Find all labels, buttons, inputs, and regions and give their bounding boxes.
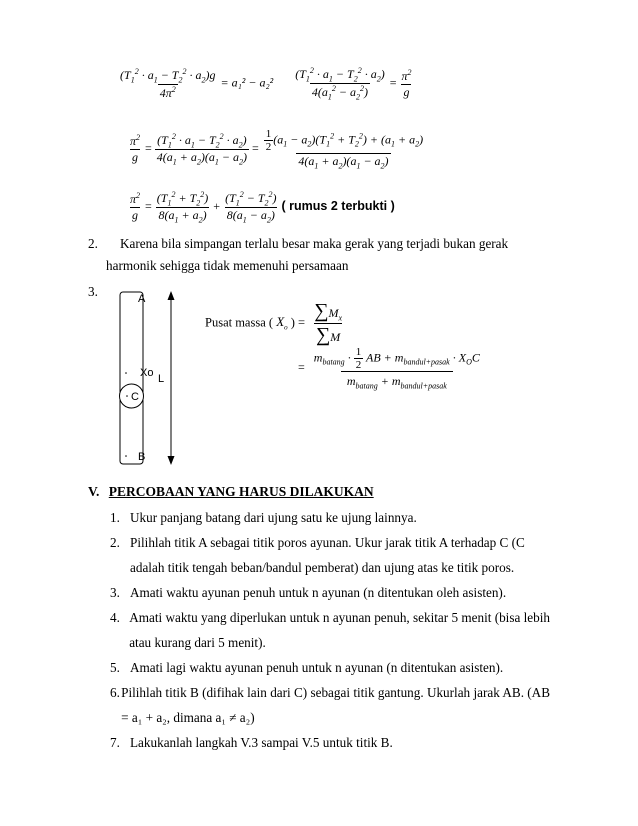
step-number: 3. <box>110 585 120 600</box>
step-text: Lakukanlah langkah V.3 sampai V.5 untuk titik B. <box>130 735 393 750</box>
label-l: L <box>158 373 165 385</box>
eq3-first-term: $\frac{(T_1^2 + T_2^2)}{8(a_1 + a_2)}$ <box>156 190 209 225</box>
step-item <box>110 508 550 528</box>
step-text: Pilihlah titik B (difihak lain dari C) sebagai titik gantung. Ukurlah jarak AB. (AB <box>121 685 550 700</box>
section-v-heading <box>88 484 374 500</box>
eq3-note: ( rumus 2 terbukti ) <box>281 199 395 214</box>
section-v-number: V. <box>88 484 100 499</box>
step-text: Amati waktu yang diperlukan untuk n ayunan penuh, sekitar 5 menit (bisa lebih <box>129 610 550 625</box>
center-of-mass-expression: = $m_{batang}$ · $\frac{1}{2}$ AB + $m_{bandul+pasak} \cdot X_OC$ $m_{batang} + m_{bandul+pasak}$ <box>298 346 486 390</box>
pusat-massa-fraction: $\frac{\sum M_x}{\sum M}$ <box>314 300 343 346</box>
step-item <box>110 683 550 728</box>
point-b-dot <box>125 455 127 457</box>
label-a: A <box>138 293 146 305</box>
step-text: Amati lagi waktu ayunan penuh untuk n ayunan (n ditentukan asisten). <box>130 660 504 675</box>
item-2-line-2: harmonik sehigga tidak memenuhi persamaan <box>106 258 349 273</box>
eq1-right-fraction: $\frac{(T_1^2 \cdot a_1 - T_2^2 \cdot a_2)}{4(a_1^2 - a_2^2)}$ <box>295 66 385 102</box>
equation-2: $\frac{\pi^2}{g}$ = $\frac{(T_1^2 \cdot a_1 - T_2^2 \cdot a_2)}{4(a_1 + a_2)(a_1 - a_2)}$ = $\frac{1}{2}$ $(a_1 - a_2)(T_1^2 + T_2^2) + (a_1 + a_2)$ $4(a_1 + a_2)(a_1 - a_2)$ <box>130 128 424 171</box>
eq2-pi-over-g: $\frac{\pi^2}{g}$ <box>130 133 141 165</box>
step-item <box>110 608 550 653</box>
label-c: C <box>131 391 139 403</box>
step-text: Pilihlah titik A sebagai titik poros ayunan. Ukur jarak titik A terhadap C (C <box>130 535 525 550</box>
step-number: 1. <box>110 510 120 525</box>
step-item <box>110 583 550 603</box>
pendulum-rod-diagram <box>112 290 192 468</box>
eq1-pi-over-g: $\frac{\pi^2}{g}$ <box>401 67 412 99</box>
item-3-number: 3. <box>88 284 98 299</box>
length-arrow-bottom <box>168 456 175 465</box>
step-number: 5. <box>110 660 120 675</box>
step-number: 2. <box>110 535 120 550</box>
step-item <box>110 533 550 578</box>
step-item <box>110 658 550 678</box>
step-number: 7. <box>110 735 120 750</box>
step-number: 6. <box>110 685 120 700</box>
eq3-pi-over-g: $\frac{\pi^2}{g}$ <box>130 191 141 223</box>
step-text: = a₁ + a₂, dimana a₁ ≠ a₂) <box>121 710 255 725</box>
item-2-line-1: Karena bila simpangan terlalu besar maka gerak yang terjadi bukan gerak <box>120 236 509 251</box>
item-2-number: 2. <box>88 236 98 251</box>
point-xo-dot <box>125 372 127 374</box>
equation-3: $\frac{\pi^2}{g}$ = $\frac{(T_1^2 + T_2^2)}{8(a_1 + a_2)}$ + $\frac{(T_1^2 - T_2^2)}{8(a_1 - a_2)}$ ( rumus 2 terbukti ) <box>130 190 395 225</box>
point-c-dot <box>126 395 128 397</box>
pusat-massa-formula: Pusat massa ( $X_o$ ) = $\frac{\sum M_x}{\sum M}$ <box>205 300 343 346</box>
step-text: Ukur panjang batang dari ujung satu ke ujung lainnya. <box>130 510 417 525</box>
eq1-left-fraction: $\frac{(T_1^2 \cdot a_1 - T_2^2 \cdot a_2)g}{4\pi^2}$ <box>120 66 216 101</box>
step-item <box>110 733 550 753</box>
section-v-title: PERCOBAAN YANG HARUS DILAKUKAN <box>108 484 374 499</box>
step-text: adalah titik tengah beban/bandul pemberat) dan ujung atas ke titik poros. <box>130 560 515 575</box>
pusat-massa-label: Pusat massa ( <box>205 315 274 330</box>
eq3-second-term: $\frac{(T_1^2 - T_2^2)}{8(a_1 - a_2)}$ <box>225 190 277 225</box>
step-text: Amati waktu ayunan penuh untuk n ayunan (n ditentukan oleh asisten). <box>130 585 507 600</box>
step-list <box>110 508 550 753</box>
com-fraction: $m_{batang}$ · $\frac{1}{2}$ AB + $m_{bandul+pasak} \cdot X_OC$ $m_{batang} + m_{bandul+pasak}$ <box>313 346 480 391</box>
equation-1: $\frac{(T_1^2 \cdot a_1 - T_2^2 \cdot a_2)g}{4\pi^2}$ = a₁² − a₂² $\frac{(T_1^2 \cdot a_1 - T_2^2 \cdot a_2)}{4(a_1^2 - a_2^2)}$ = $\frac{\pi^2}{g}$ <box>120 66 412 102</box>
step-text: atau kurang dari 5 menit). <box>129 635 266 650</box>
eq2-mid-fraction: $\frac{(T_1^2 \cdot a_1 - T_2^2 \cdot a_2)}{4(a_1 + a_2)(a_1 - a_2)}$ <box>156 131 248 167</box>
label-b: B <box>138 451 146 463</box>
eq1-middle: = a₁² − a₂² <box>220 75 274 90</box>
eq2-right-fraction: $\frac{1}{2}$ $(a_1 - a_2)(T_1^2 + T_2^2) + (a_1 + a_2)$ $4(a_1 + a_2)(a_1 - a_2)$ <box>265 128 424 171</box>
step-number: 4. <box>110 610 120 625</box>
label-xo: Xo <box>140 367 154 379</box>
length-arrow-top <box>168 291 175 300</box>
